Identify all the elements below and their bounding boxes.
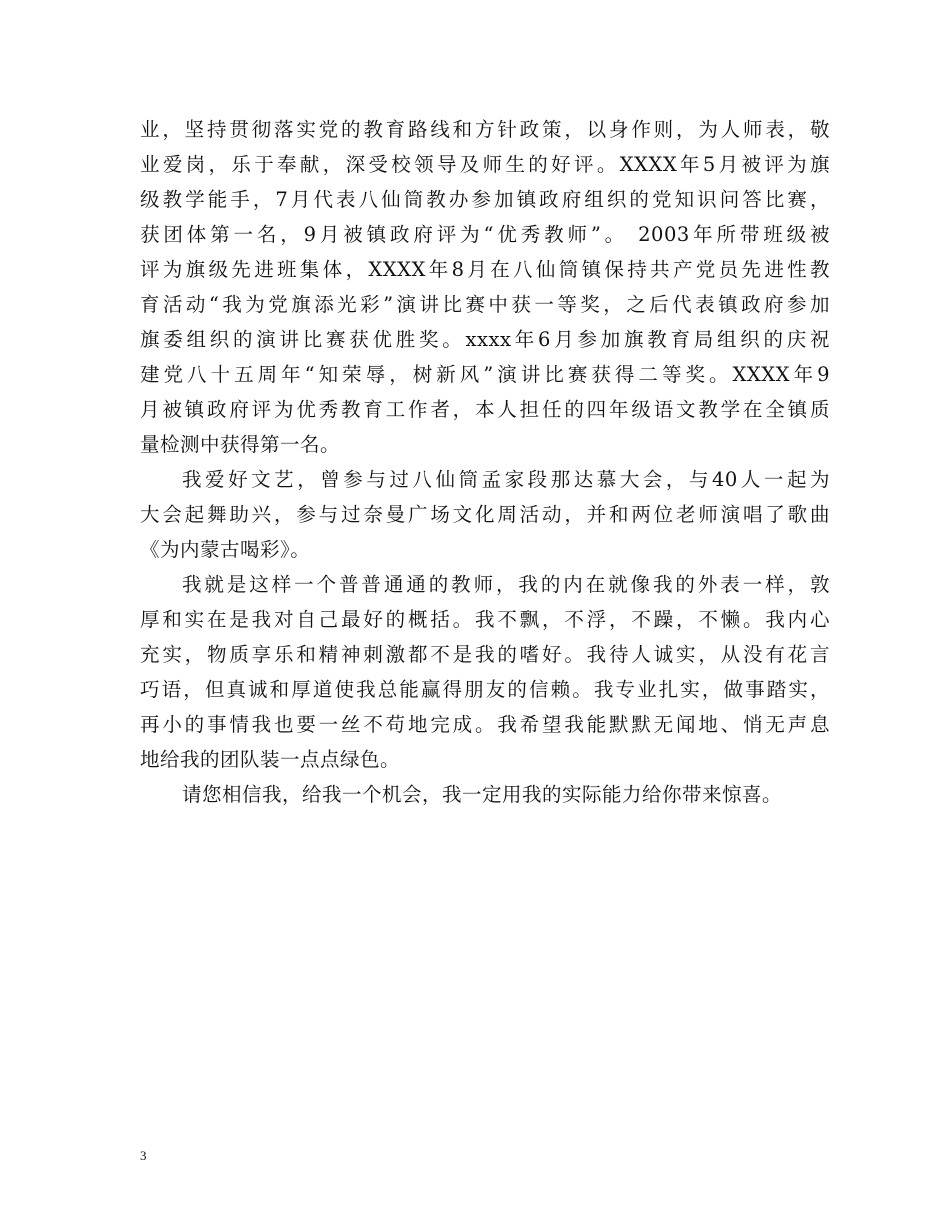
document-body [140, 112, 830, 812]
paragraph-2-line-3: 《为内蒙古喝彩》。 [140, 538, 311, 561]
paragraph-1-line-9: 月被镇政府评为优秀教育工作者，本人担任的四年级语文教学在全镇质 [140, 398, 830, 421]
paragraph-2-line-1: 我爱好文艺，曾参与过八仙筒孟家段那达慕大会，与40人一起为 [182, 468, 830, 491]
paragraph-3-line-6: 地给我的团队装一点点绿色。 [140, 748, 401, 771]
paragraph-1-line-4: 获团体第一名，9月被镇政府评为“优秀教师”。 2003年所带班级被 [140, 223, 830, 246]
paragraph-1-line-6: 育活动“我为党旗添光彩”演讲比赛中获一等奖，之后代表镇政府参加 [140, 293, 830, 316]
paragraph-3-line-3: 充实，物质享乐和精神刺激都不是我的嗜好。我待人诚实，从没有花言 [140, 643, 830, 666]
paragraph-4-line-1: 请您相信我，给我一个机会，我一定用我的实际能力给你带来惊喜。 [182, 783, 783, 806]
paragraph-1-line-1: 业，坚持贯彻落实党的教育路线和方针政策，以身作则，为人师表，敬 [140, 118, 830, 141]
paragraph-1-line-2: 业爱岗，乐于奉献，深受校领导及师生的好评。XXXX年5月被评为旗 [140, 153, 830, 176]
paragraph-1-line-3: 级教学能手，7月代表八仙筒教办参加镇政府组织的党知识问答比赛， [140, 188, 830, 211]
paragraph-3-line-1: 我就是这样一个普普通通的教师，我的内在就像我的外表一样，敦 [182, 573, 830, 596]
paragraph-1-line-10: 量检测中获得第一名。 [140, 433, 341, 456]
paragraph-1-line-5: 评为旗级先进班集体，XXXX年8月在八仙筒镇保持共产党员先进性教 [140, 258, 830, 281]
paragraph-1-line-8: 建党八十五周年“知荣辱，树新风”演讲比赛获得二等奖。XXXX年9 [140, 363, 830, 386]
paragraph-3-line-2: 厚和实在是我对自己最好的概括。我不飘，不浮，不躁，不懒。我内心 [140, 608, 830, 631]
paragraph-3-line-5: 再小的事情我也要一丝不苟地完成。我希望我能默默无闻地、悄无声息 [140, 713, 830, 736]
paragraph-1-line-7: 旗委组织的演讲比赛获优胜奖。xxxx年6月参加旗教育局组织的庆祝 [140, 328, 830, 351]
paragraph-2-line-2: 大会起舞助兴，参与过奈曼广场文化周活动，并和两位老师演唱了歌曲 [140, 503, 830, 526]
paragraph-3-line-4: 巧语，但真诚和厚道使我总能赢得朋友的信赖。我专业扎实，做事踏实， [140, 678, 830, 701]
page-number: 3 [140, 1148, 147, 1163]
